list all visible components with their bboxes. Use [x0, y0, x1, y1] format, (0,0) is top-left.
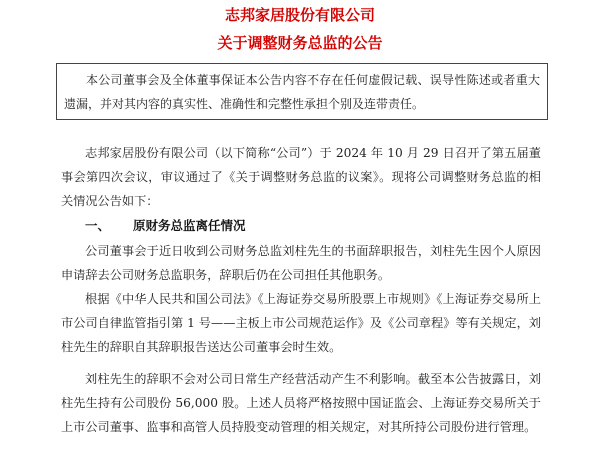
resignation-paragraph: 公司董事会于近日收到公司财务总监刘柱先生的书面辞职报告，刘柱先生因个人原因申请辞去公司财务总监职务，辞职后仍在公司担任其他职务。: [61, 244, 541, 282]
section-number: 一、: [85, 218, 111, 233]
intro-paragraph: 志邦家居股份有限公司（以下简称“公司”）于 2024 年 10 月 29 日召开了第五届董事会第四次会议，审议通过了《关于调整财务总监的议案》。现将公司调整财务总监的相关情况公告如下：: [61, 146, 541, 208]
section-heading: [85, 216, 246, 236]
legal-basis-paragraph: 根据《中华人民共和国公司法》《上海证券交易所股票上市规则》《上海证券交易所上市公司自律监管指引第 1 号——主板上市公司规范运作》及《公司章程》等有关规定，刘柱先生的辞职自其辞职报告送达公司董事会时生效。: [61, 292, 541, 354]
section-title: 原财务总监离任情况: [133, 218, 246, 233]
announcement-title: 关于调整财务总监的公告: [217, 34, 383, 52]
shareholding-paragraph: 刘柱先生的辞职不会对公司日常生产经营活动产生不利影响。截至本公告披露日，刘柱先生持有公司股份 56,000 股。上述人员将严格按照中国证监会、上海证券交易所关于上市公司董事、监事和高管人员持股变动管理的相关规定，对其所持公司股份进行管理。: [61, 372, 541, 434]
company-title: 志邦家居股份有限公司: [224, 6, 375, 24]
disclaimer-notice-box: 本公司董事会及全体董事保证本公告内容不存在任何虚假记载、误导性陈述或者重大遗漏，并对其内容的真实性、准确性和完整性承担个别及连带责任。: [56, 63, 548, 120]
